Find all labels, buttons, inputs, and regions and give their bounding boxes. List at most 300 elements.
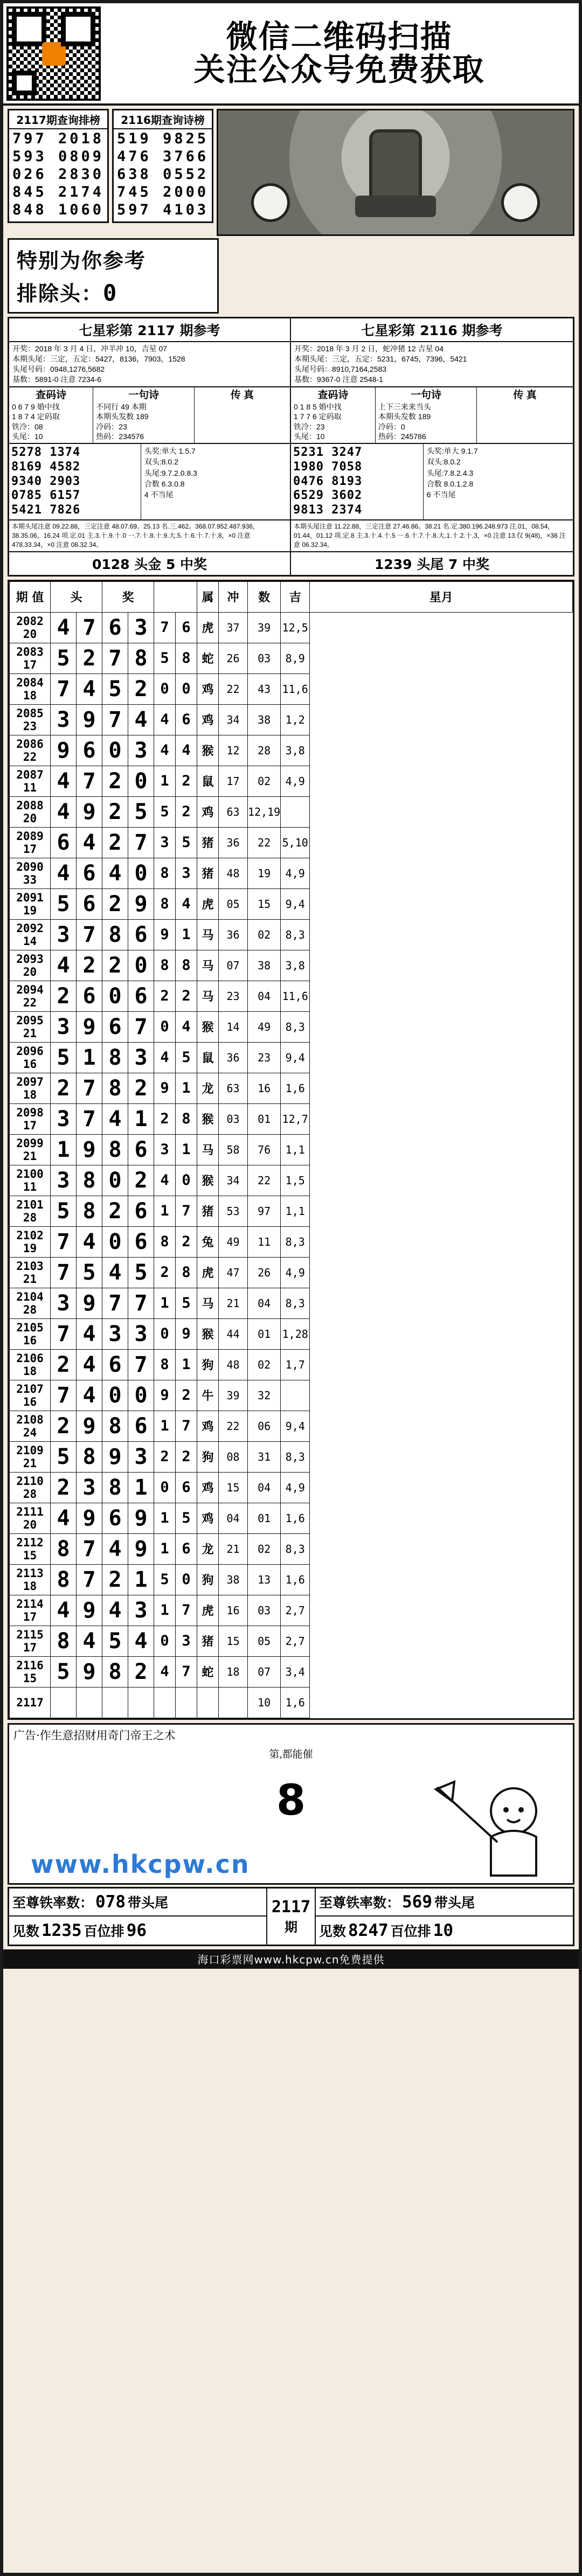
- cell-z2: 7: [176, 1656, 197, 1687]
- cell-digit: 3: [51, 919, 77, 950]
- cell-digit: 5: [51, 1042, 77, 1073]
- th-prize: 奖: [102, 581, 154, 612]
- panel-row: 026 2830: [12, 165, 105, 183]
- reference-2116: [291, 318, 573, 575]
- sub-line: 本期头发数 189: [96, 412, 149, 421]
- footer-period-word: 期: [285, 1919, 297, 1935]
- sub-line: 不同行 49 本期: [96, 402, 147, 412]
- cell-chong: 44: [219, 1318, 248, 1349]
- number-line: 9340 2903: [11, 474, 81, 488]
- cell-star-month: 12,7: [281, 1103, 310, 1134]
- cell-z2: 7: [176, 1196, 197, 1226]
- cell-num: 04: [248, 1288, 281, 1318]
- cell-digit: 4: [77, 1626, 102, 1656]
- cell-digit: 6: [128, 1196, 154, 1226]
- cell-chong: 04: [219, 1503, 248, 1533]
- cell-digit: 8: [102, 1134, 128, 1165]
- cell-digit: 1: [51, 1134, 77, 1165]
- cell-digit: 4: [51, 612, 77, 643]
- right-rate-value: 569: [402, 1892, 433, 1912]
- cell-chong: 34: [219, 1165, 248, 1196]
- cell-digit: 0: [102, 1380, 128, 1411]
- table-row: [10, 1196, 573, 1226]
- ad-big-number: 8: [276, 1776, 306, 1825]
- number-panel-2116: [112, 109, 213, 223]
- cell-z2: 5: [176, 827, 197, 858]
- cell-period: 2094 22: [10, 981, 51, 1011]
- cell-digit: 4: [77, 1318, 102, 1349]
- right-see-value: 8247: [348, 1920, 389, 1940]
- number-line: 0785 6157: [11, 489, 81, 503]
- right-rate-suffix: 带头尾: [434, 1894, 475, 1911]
- cell-zodiac: 马: [197, 1134, 219, 1165]
- panda-left-shape: [254, 186, 287, 219]
- cell-chong: 63: [219, 1073, 248, 1103]
- cell-period: 2091 19: [10, 888, 51, 919]
- sub-title: 传 真: [513, 389, 537, 401]
- right-see-mid: 百位排: [390, 1923, 431, 1939]
- cell-chong: 48: [219, 858, 248, 888]
- reference-meta: [291, 342, 573, 387]
- cell-z2: 1: [176, 1073, 197, 1103]
- cell-zodiac: 马: [197, 950, 219, 981]
- cell-period: 2096 16: [10, 1042, 51, 1073]
- table-row: [10, 1349, 573, 1380]
- cell-digit: 9: [77, 796, 102, 827]
- reference-result: 0128 头金 5 中奖: [9, 551, 290, 575]
- cell-z1: 2: [154, 981, 176, 1011]
- cell-digit: 8: [51, 1564, 77, 1595]
- cell-num: 02: [248, 1349, 281, 1380]
- cell-star-month: 2,7: [281, 1595, 310, 1626]
- cell-digit: 3: [128, 1042, 154, 1073]
- cell-period: 2101 28: [10, 1196, 51, 1226]
- cell-zodiac: 猴: [197, 1103, 219, 1134]
- table-row: [10, 858, 573, 888]
- cell-digit: 3: [51, 1288, 77, 1318]
- cell-chong: 07: [219, 950, 248, 981]
- cell-star-month: 8,3: [281, 1011, 310, 1042]
- cell-digit: 4: [51, 858, 77, 888]
- cell-star-month: 1,5: [281, 1165, 310, 1196]
- cell-period: 2116 15: [10, 1656, 51, 1687]
- cell-star-month: 1,7: [281, 1349, 310, 1380]
- cell-digit: 5: [102, 1626, 128, 1656]
- history-table-container: [8, 580, 574, 1720]
- sub-line: 上下三来来当头: [378, 402, 431, 412]
- cell-digit: 9: [77, 1503, 102, 1533]
- footer-period-number: 2117: [271, 1897, 311, 1917]
- cell-digit: 8: [102, 1656, 128, 1687]
- number-line: 9813 2374: [293, 503, 363, 517]
- cell-z2: 6: [176, 1472, 197, 1503]
- right-rate-label: 至尊铁率数：: [319, 1894, 400, 1911]
- cell-zodiac: 蛇: [197, 643, 219, 673]
- header-line-2: 关注公众号免费获取: [193, 51, 485, 88]
- meta-line: 头尾号码：8910,7164,2583: [294, 364, 387, 373]
- cell-digit: 7: [77, 1073, 102, 1103]
- cell-period: 2092 14: [10, 919, 51, 950]
- cell-z1: 7: [154, 612, 176, 643]
- cell-digit: 6: [102, 1503, 128, 1533]
- cell-digit: 7: [51, 673, 77, 704]
- th-num: 数: [248, 581, 281, 612]
- cell-z2: 2: [176, 1226, 197, 1257]
- number-line: 0476 8193: [293, 474, 363, 488]
- cell-star-month: 8,3: [281, 1226, 310, 1257]
- cell-digit: 0: [128, 950, 154, 981]
- table-row: [10, 1103, 573, 1134]
- table-row: [10, 1411, 573, 1441]
- cell-z2: 2: [176, 981, 197, 1011]
- left-see-end: 96: [126, 1920, 147, 1940]
- cell-z1: 4: [154, 1042, 176, 1073]
- cell-period: 2085 23: [10, 704, 51, 735]
- cell-z2: 2: [176, 766, 197, 796]
- cell-z1: 4: [154, 1165, 176, 1196]
- cell-digit: 2: [128, 1656, 154, 1687]
- reference-notes: [424, 444, 573, 519]
- cell-digit: 6: [77, 735, 102, 766]
- number-line: 5421 7826: [11, 503, 81, 517]
- cell-num: 10: [248, 1687, 281, 1718]
- th-star-month: 星月: [310, 581, 573, 612]
- cell-star-month: [281, 796, 310, 827]
- cell-num: 15: [248, 888, 281, 919]
- panel-title: 2116期查询诗榜: [114, 110, 212, 129]
- cell-digit: 3: [128, 1318, 154, 1349]
- cell-digit: 2: [128, 673, 154, 704]
- cell-chong: 23: [219, 981, 248, 1011]
- cell-num: 28: [248, 735, 281, 766]
- cell-zodiac: 鼠: [197, 1042, 219, 1073]
- cell-z1: 5: [154, 1564, 176, 1595]
- cell-zodiac: 鸡: [197, 1503, 219, 1533]
- cell-zodiac: 鸡: [197, 1472, 219, 1503]
- cell-digit: 7: [128, 1349, 154, 1380]
- cell-digit: 3: [51, 704, 77, 735]
- cell-period: 2087 11: [10, 766, 51, 796]
- cell-chong: 15: [219, 1626, 248, 1656]
- cell-period: 2088 20: [10, 796, 51, 827]
- sub-yiju: [93, 387, 195, 443]
- cell-period: 2109 21: [10, 1441, 51, 1472]
- cell-digit: 5: [51, 1196, 77, 1226]
- cell-digit: 2: [51, 1349, 77, 1380]
- reference-body: [291, 444, 573, 519]
- cell-z2: 8: [176, 950, 197, 981]
- table-header-row: [10, 581, 573, 612]
- number-line: 8169 4582: [11, 460, 81, 474]
- cell-digit: 4: [128, 704, 154, 735]
- cell-digit: 9: [128, 888, 154, 919]
- cell-digit: 8: [102, 1472, 128, 1503]
- note-line: 合数 8.0.1.2.8: [426, 479, 474, 488]
- cell-zodiac: 虎: [197, 612, 219, 643]
- cell-z1: 1: [154, 1533, 176, 1564]
- cell-digit: 4: [77, 1349, 102, 1380]
- cell-star-month: 5,10: [281, 827, 310, 858]
- cell-num: 19: [248, 858, 281, 888]
- cell-z1: 5: [154, 643, 176, 673]
- left-rate-label: 至尊铁率数：: [12, 1894, 94, 1911]
- sub-line: 0 1 8 5 婚中找: [294, 402, 342, 412]
- note-line: 头奖:单大 1.5.7: [144, 447, 196, 455]
- cell-z1: 3: [154, 827, 176, 858]
- cell-digit: 8: [77, 1441, 102, 1472]
- th-zodiac: 属: [197, 581, 219, 612]
- cell-chong: 47: [219, 1257, 248, 1288]
- cell-z1: 0: [154, 1472, 176, 1503]
- cell-digit: 0: [128, 1380, 154, 1411]
- cell-z2: 7: [176, 1411, 197, 1441]
- cell-star-month: 1,6: [281, 1687, 310, 1718]
- cell-digit: [102, 1687, 128, 1718]
- cell-digit: 4: [51, 950, 77, 981]
- cell-digit: 4: [77, 1380, 102, 1411]
- right-see-label: 见数: [319, 1923, 347, 1939]
- cell-chong: 37: [219, 612, 248, 643]
- cell-z2: [176, 1687, 197, 1718]
- table-row: [10, 1042, 573, 1073]
- reference-subheaders: [9, 387, 290, 444]
- cell-star-month: 1,2: [281, 704, 310, 735]
- cell-star-month: 9,4: [281, 1411, 310, 1441]
- cell-num: 13: [248, 1564, 281, 1595]
- cell-zodiac: 龙: [197, 1073, 219, 1103]
- cell-digit: 8: [128, 643, 154, 673]
- sub-line: 冷码：23: [96, 422, 127, 431]
- cell-digit: 7: [51, 1380, 77, 1411]
- sub-line: 热码：234576: [96, 432, 144, 441]
- cell-digit: 1: [128, 1472, 154, 1503]
- cell-zodiac: 虎: [197, 888, 219, 919]
- cell-zodiac: 猴: [197, 1011, 219, 1042]
- cell-star-month: 3,4: [281, 1656, 310, 1687]
- cell-digit: 7: [77, 766, 102, 796]
- meta-line: 基数：9367-0 注意 2548-1: [294, 374, 383, 384]
- cell-z2: 5: [176, 1288, 197, 1318]
- cell-digit: 6: [128, 1134, 154, 1165]
- reference-title: 七星彩第 2116 期参考: [291, 318, 573, 342]
- table-row: [10, 1134, 573, 1165]
- cell-digit: 7: [77, 919, 102, 950]
- panel-row: 845 2174: [12, 183, 105, 200]
- sub-yiju: [376, 387, 477, 443]
- cell-digit: 8: [102, 1042, 128, 1073]
- cell-digit: 2: [102, 827, 128, 858]
- cell-num: 97: [248, 1196, 281, 1226]
- cell-z1: 0: [154, 1626, 176, 1656]
- cell-digit: 7: [77, 1533, 102, 1564]
- cell-star-month: 8,3: [281, 1288, 310, 1318]
- cell-digit: 4: [102, 858, 128, 888]
- table-row: [10, 950, 573, 981]
- cell-zodiac: 鸡: [197, 1411, 219, 1441]
- cell-z2: 5: [176, 1503, 197, 1533]
- number-panels-row: [3, 106, 579, 236]
- cell-period: 2084 18: [10, 673, 51, 704]
- meta-line: 开奖：2018 年 3 月 2 日，蛇冲猪 12 吉星 04: [294, 344, 444, 353]
- reference-2117: [9, 318, 291, 575]
- cell-chong: [219, 1687, 248, 1718]
- cell-digit: 4: [77, 827, 102, 858]
- cell-zodiac: 鸡: [197, 673, 219, 704]
- cell-digit: 3: [128, 1441, 154, 1472]
- header-line-1: 微信二维码扫描: [226, 18, 453, 55]
- cell-z2: 4: [176, 735, 197, 766]
- cell-digit: 5: [102, 673, 128, 704]
- cell-zodiac: 马: [197, 919, 219, 950]
- sub-title: 一句诗: [411, 389, 442, 401]
- cell-digit: 5: [128, 796, 154, 827]
- cell-z2: 5: [176, 1042, 197, 1073]
- cell-zodiac: [197, 1687, 219, 1718]
- table-row: [10, 1687, 573, 1718]
- reference-meta: [9, 342, 290, 387]
- cell-num: 76: [248, 1134, 281, 1165]
- cell-z1: 9: [154, 1073, 176, 1103]
- cell-digit: 3: [51, 1165, 77, 1196]
- cell-digit: 2: [102, 1196, 128, 1226]
- cell-star-month: 1,1: [281, 1134, 310, 1165]
- note-line: 6 不当尾: [426, 490, 456, 499]
- table-row: [10, 1626, 573, 1656]
- cell-chong: 34: [219, 704, 248, 735]
- cell-digit: 6: [102, 1349, 128, 1380]
- lantern-shape: [372, 133, 419, 197]
- cell-digit: 3: [128, 1595, 154, 1626]
- panel-row: 593 0809: [12, 148, 105, 165]
- meta-line: 开奖：2018 年 3 月 4 日，冲羊冲 10，吉星 07: [12, 344, 168, 353]
- cell-z2: 3: [176, 1626, 197, 1656]
- cell-z1: 8: [154, 1226, 176, 1257]
- cell-digit: 2: [128, 1165, 154, 1196]
- cell-star-month: 3,8: [281, 735, 310, 766]
- left-rate-value: 078: [95, 1892, 126, 1912]
- cell-num: 04: [248, 1472, 281, 1503]
- cell-digit: 8: [102, 1411, 128, 1441]
- cell-digit: 7: [102, 704, 128, 735]
- reference-subheaders: [291, 387, 573, 444]
- cell-digit: 5: [77, 1257, 102, 1288]
- meta-line: 本期头尾：三定，五定：5231，6745，7396，5421: [294, 354, 467, 363]
- cell-period: 2083 17: [10, 643, 51, 673]
- note-line: 头奖:单大 9.1.7: [426, 447, 478, 455]
- ad-text-1: 广告·作生意招财用奇门帝王之术: [13, 1728, 176, 1742]
- sub-line: 本期头发数 189: [378, 412, 431, 421]
- cell-chong: 26: [219, 643, 248, 673]
- header-text: [104, 3, 579, 103]
- panel-row: 597 4103: [117, 201, 209, 218]
- cell-z2: 0: [176, 673, 197, 704]
- cell-digit: 7: [77, 612, 102, 643]
- sub-title: 查码诗: [36, 389, 67, 401]
- cell-zodiac: 猪: [197, 858, 219, 888]
- cell-z2: 7: [176, 1595, 197, 1626]
- cell-star-month: 4,9: [281, 1257, 310, 1288]
- number-line: 1980 7058: [293, 460, 363, 474]
- footer-period: [266, 1888, 316, 1945]
- cell-digit: 7: [51, 1226, 77, 1257]
- advertisement-strip[interactable]: [8, 1723, 574, 1885]
- cell-z1: 2: [154, 1257, 176, 1288]
- cell-star-month: 9,4: [281, 1042, 310, 1073]
- table-row: [10, 1288, 573, 1318]
- cell-digit: 0: [128, 766, 154, 796]
- th-period: 期 值: [10, 581, 51, 612]
- cell-digit: 8: [102, 1073, 128, 1103]
- sub-chuanzhen: [477, 387, 573, 443]
- cell-z1: 1: [154, 1196, 176, 1226]
- cell-zodiac: 虎: [197, 1257, 219, 1288]
- cell-digit: 9: [128, 1503, 154, 1533]
- meta-line: 头尾号码：0948,1276,5682: [12, 364, 105, 373]
- cell-star-month: 8,3: [281, 1533, 310, 1564]
- cell-digit: 2: [128, 1073, 154, 1103]
- cell-star-month: 2,7: [281, 1626, 310, 1656]
- cell-star-month: 12,5: [281, 612, 310, 643]
- cell-zodiac: 鼠: [197, 766, 219, 796]
- cell-digit: 4: [128, 1626, 154, 1656]
- table-body: [10, 612, 573, 1718]
- cell-digit: 6: [128, 919, 154, 950]
- reference-body: [9, 444, 290, 519]
- cell-z1: 5: [154, 796, 176, 827]
- cell-chong: 36: [219, 1042, 248, 1073]
- table-row: [10, 1073, 573, 1103]
- cell-star-month: 1,6: [281, 1503, 310, 1533]
- cell-digit: 3: [102, 1318, 128, 1349]
- footer-right: [316, 1888, 573, 1945]
- cell-chong: 17: [219, 766, 248, 796]
- site-footer-bar: 海口彩票网www.hkcpw.cn免费提供: [3, 1949, 579, 1969]
- cell-digit: 2: [51, 1411, 77, 1441]
- cell-num: 07: [248, 1656, 281, 1687]
- cell-num: 01: [248, 1103, 281, 1134]
- cell-zodiac: 牛: [197, 1380, 219, 1411]
- cell-digit: 6: [77, 888, 102, 919]
- cell-zodiac: 猴: [197, 1318, 219, 1349]
- cell-zodiac: 狗: [197, 1349, 219, 1380]
- qr-code-icon[interactable]: [6, 6, 101, 101]
- cell-z1: 9: [154, 919, 176, 950]
- cell-period: 2106 18: [10, 1349, 51, 1380]
- cell-digit: 7: [128, 1011, 154, 1042]
- cell-star-month: 1,6: [281, 1564, 310, 1595]
- lantern-base-shape: [355, 196, 436, 217]
- cell-z1: 4: [154, 704, 176, 735]
- cell-chong: 18: [219, 1656, 248, 1687]
- exclude-head-row: [17, 277, 212, 307]
- cell-zodiac: 猴: [197, 1165, 219, 1196]
- table-row: [10, 1656, 573, 1687]
- panel-row: 638 0552: [117, 165, 209, 183]
- cell-z1: 8: [154, 1349, 176, 1380]
- cell-digit: 1: [128, 1564, 154, 1595]
- cell-z1: 9: [154, 1380, 176, 1411]
- cell-num: 05: [248, 1626, 281, 1656]
- sub-chama: [9, 387, 93, 443]
- cell-period: 2113 18: [10, 1564, 51, 1595]
- cell-digit: 6: [102, 612, 128, 643]
- cell-z2: 1: [176, 919, 197, 950]
- cell-zodiac: 马: [197, 1288, 219, 1318]
- cell-z1: 2: [154, 1441, 176, 1472]
- cell-zodiac: 龙: [197, 1533, 219, 1564]
- cell-z2: 2: [176, 1380, 197, 1411]
- table-row: [10, 1226, 573, 1257]
